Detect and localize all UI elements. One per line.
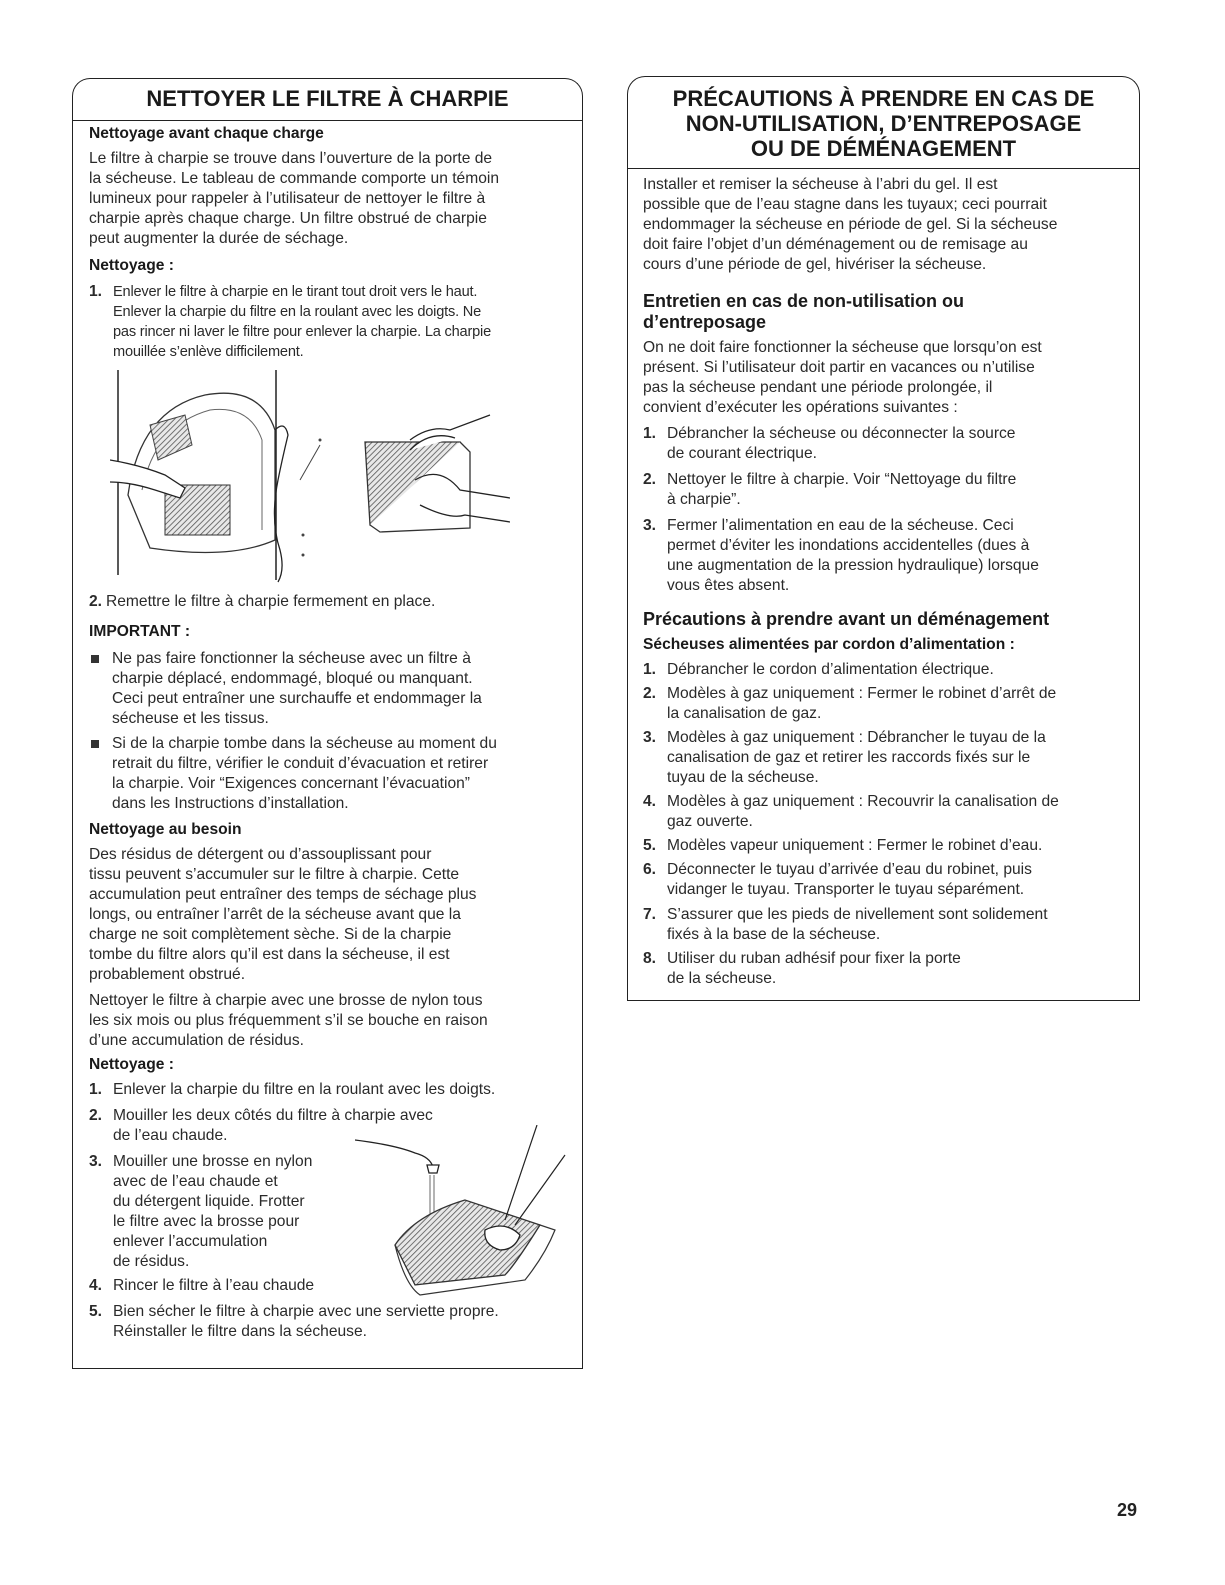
step-number: 2.	[89, 593, 103, 610]
step-text: Enlever la charpie du filtre en la roulant avec les doigts.	[113, 1081, 496, 1098]
left-title-rule	[72, 120, 583, 121]
filter-washing-illustration	[355, 1125, 570, 1305]
step-number: 2.	[89, 1107, 103, 1124]
cleaning-heading: Nettoyage :	[89, 1056, 174, 1073]
step-number: 8.	[643, 950, 657, 967]
step-number: 7.	[643, 906, 657, 923]
step-number: 4.	[89, 1277, 103, 1294]
step-number: 2.	[643, 685, 657, 702]
step-text: Débrancher le cordon d’alimentation électrique.	[667, 661, 994, 678]
step-number: 5.	[89, 1303, 103, 1320]
section-heading: Nettoyage au besoin	[89, 821, 242, 838]
bullet-icon	[91, 740, 99, 748]
page-number: 29	[1116, 1500, 1137, 1520]
step-text: Remettre le filtre à charpie fermement en place.	[106, 593, 436, 610]
step-number: 1.	[643, 661, 657, 678]
step-number: 4.	[643, 793, 657, 810]
subsection-heading: Précautions à prendre avant un déménagement	[643, 609, 1050, 629]
step-number: 2.	[643, 471, 657, 488]
step-number: 6.	[643, 861, 657, 878]
section-heading: Nettoyage avant chaque charge	[89, 125, 324, 142]
step-number: 3.	[643, 517, 657, 534]
dryer-filter-illustration	[110, 370, 510, 590]
step-number: 1.	[89, 283, 103, 300]
right-section-title: PRÉCAUTIONS À PRENDRE EN CAS DE NON-UTILISATION, D’ENTREPOSAGE OU DE DÉMÉNAGEMENT	[672, 86, 1095, 161]
step-number: 1.	[89, 1081, 103, 1098]
step-number: 3.	[89, 1153, 103, 1170]
step-text: Modèles vapeur uniquement : Fermer le robinet d’eau.	[667, 837, 1043, 854]
left-section-title: NETTOYER LE FILTRE À CHARPIE	[146, 86, 509, 111]
step-number: 3.	[643, 729, 657, 746]
step-number: 5.	[643, 837, 657, 854]
important-heading: IMPORTANT :	[89, 623, 191, 640]
right-title-rule	[627, 168, 1140, 169]
step-text: Rincer le filtre à l’eau chaude	[113, 1277, 315, 1294]
step-number: 1.	[643, 425, 657, 442]
subsection-subheading: Sécheuses alimentées par cordon d’alimentation :	[643, 636, 1015, 653]
bullet-icon	[91, 655, 99, 663]
cleaning-heading: Nettoyage :	[89, 257, 174, 274]
